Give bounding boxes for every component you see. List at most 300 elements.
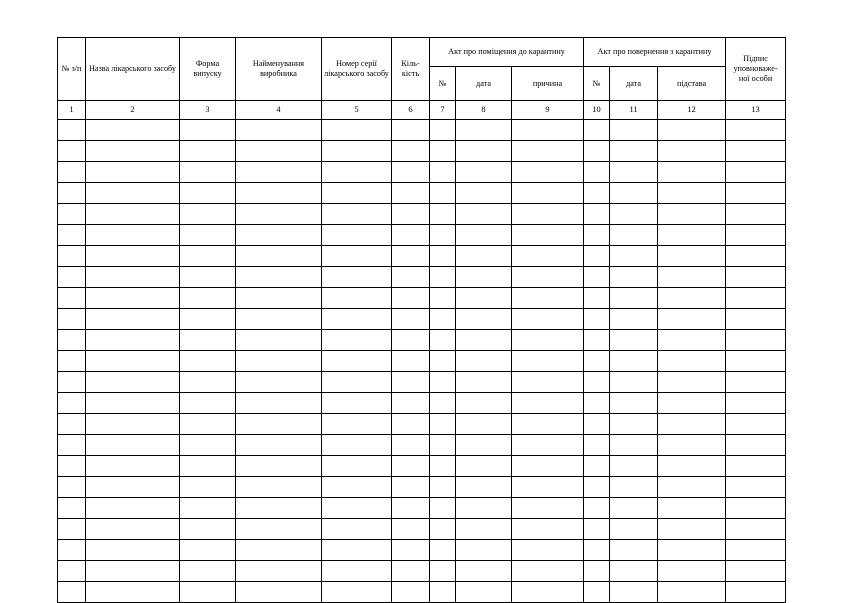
table-cell-empty[interactable] bbox=[86, 267, 180, 288]
table-cell-empty[interactable] bbox=[456, 162, 512, 183]
table-row[interactable] bbox=[58, 330, 786, 351]
table-cell-empty[interactable] bbox=[236, 477, 322, 498]
table-cell-empty[interactable] bbox=[512, 288, 584, 309]
table-row[interactable] bbox=[58, 141, 786, 162]
table-cell-empty[interactable] bbox=[392, 393, 430, 414]
table-cell-empty[interactable] bbox=[610, 330, 658, 351]
table-cell-empty[interactable] bbox=[456, 561, 512, 582]
table-cell-empty[interactable] bbox=[610, 561, 658, 582]
table-cell-empty[interactable] bbox=[584, 435, 610, 456]
table-cell-empty[interactable] bbox=[610, 540, 658, 561]
table-row[interactable] bbox=[58, 183, 786, 204]
table-cell-empty[interactable] bbox=[430, 393, 456, 414]
table-cell-empty[interactable] bbox=[512, 246, 584, 267]
table-cell-empty[interactable] bbox=[512, 141, 584, 162]
table-cell-empty[interactable] bbox=[456, 498, 512, 519]
table-cell-empty[interactable] bbox=[584, 183, 610, 204]
table-cell-empty[interactable] bbox=[180, 204, 236, 225]
table-cell-empty[interactable] bbox=[392, 267, 430, 288]
table-cell-empty[interactable] bbox=[456, 477, 512, 498]
table-cell-empty[interactable] bbox=[58, 519, 86, 540]
table-cell-empty[interactable] bbox=[584, 225, 610, 246]
table-cell-empty[interactable] bbox=[658, 351, 726, 372]
table-cell-empty[interactable] bbox=[658, 519, 726, 540]
table-row[interactable] bbox=[58, 561, 786, 582]
table-cell-empty[interactable] bbox=[180, 414, 236, 435]
table-cell-empty[interactable] bbox=[322, 561, 392, 582]
table-cell-empty[interactable] bbox=[236, 414, 322, 435]
table-cell-empty[interactable] bbox=[86, 435, 180, 456]
table-cell-empty[interactable] bbox=[58, 309, 86, 330]
table-cell-empty[interactable] bbox=[180, 120, 236, 141]
table-cell-empty[interactable] bbox=[180, 393, 236, 414]
table-cell-empty[interactable] bbox=[610, 267, 658, 288]
table-cell-empty[interactable] bbox=[726, 309, 786, 330]
table-cell-empty[interactable] bbox=[726, 330, 786, 351]
table-cell-empty[interactable] bbox=[456, 246, 512, 267]
table-cell-empty[interactable] bbox=[322, 456, 392, 477]
table-cell-empty[interactable] bbox=[58, 204, 86, 225]
table-cell-empty[interactable] bbox=[322, 519, 392, 540]
table-cell-empty[interactable] bbox=[392, 435, 430, 456]
table-cell-empty[interactable] bbox=[322, 372, 392, 393]
table-cell-empty[interactable] bbox=[392, 351, 430, 372]
table-cell-empty[interactable] bbox=[180, 330, 236, 351]
table-row[interactable] bbox=[58, 309, 786, 330]
table-cell-empty[interactable] bbox=[86, 204, 180, 225]
table-cell-empty[interactable] bbox=[456, 267, 512, 288]
table-cell-empty[interactable] bbox=[512, 351, 584, 372]
table-cell-empty[interactable] bbox=[322, 330, 392, 351]
table-cell-empty[interactable] bbox=[236, 120, 322, 141]
table-cell-empty[interactable] bbox=[658, 183, 726, 204]
table-row[interactable] bbox=[58, 372, 786, 393]
table-cell-empty[interactable] bbox=[456, 540, 512, 561]
table-cell-empty[interactable] bbox=[322, 204, 392, 225]
table-cell-empty[interactable] bbox=[456, 582, 512, 603]
table-cell-empty[interactable] bbox=[180, 351, 236, 372]
table-cell-empty[interactable] bbox=[658, 288, 726, 309]
table-cell-empty[interactable] bbox=[236, 456, 322, 477]
table-cell-empty[interactable] bbox=[430, 204, 456, 225]
table-cell-empty[interactable] bbox=[658, 393, 726, 414]
table-cell-empty[interactable] bbox=[430, 141, 456, 162]
table-cell-empty[interactable] bbox=[456, 456, 512, 477]
table-cell-empty[interactable] bbox=[180, 162, 236, 183]
table-cell-empty[interactable] bbox=[726, 183, 786, 204]
table-cell-empty[interactable] bbox=[86, 540, 180, 561]
table-cell-empty[interactable] bbox=[584, 456, 610, 477]
table-cell-empty[interactable] bbox=[726, 351, 786, 372]
table-cell-empty[interactable] bbox=[584, 162, 610, 183]
table-cell-empty[interactable] bbox=[430, 414, 456, 435]
table-cell-empty[interactable] bbox=[392, 456, 430, 477]
table-cell-empty[interactable] bbox=[430, 246, 456, 267]
table-cell-empty[interactable] bbox=[658, 372, 726, 393]
table-cell-empty[interactable] bbox=[658, 120, 726, 141]
table-cell-empty[interactable] bbox=[610, 120, 658, 141]
table-cell-empty[interactable] bbox=[180, 267, 236, 288]
table-cell-empty[interactable] bbox=[236, 561, 322, 582]
table-cell-empty[interactable] bbox=[512, 120, 584, 141]
table-cell-empty[interactable] bbox=[584, 561, 610, 582]
table-cell-empty[interactable] bbox=[86, 414, 180, 435]
table-cell-empty[interactable] bbox=[456, 141, 512, 162]
table-cell-empty[interactable] bbox=[180, 498, 236, 519]
table-cell-empty[interactable] bbox=[726, 435, 786, 456]
table-cell-empty[interactable] bbox=[726, 141, 786, 162]
table-cell-empty[interactable] bbox=[322, 477, 392, 498]
table-cell-empty[interactable] bbox=[610, 435, 658, 456]
table-cell-empty[interactable] bbox=[322, 582, 392, 603]
table-cell-empty[interactable] bbox=[658, 309, 726, 330]
table-cell-empty[interactable] bbox=[86, 582, 180, 603]
table-cell-empty[interactable] bbox=[584, 351, 610, 372]
table-cell-empty[interactable] bbox=[430, 456, 456, 477]
table-cell-empty[interactable] bbox=[584, 477, 610, 498]
table-cell-empty[interactable] bbox=[456, 414, 512, 435]
table-row[interactable] bbox=[58, 225, 786, 246]
table-cell-empty[interactable] bbox=[180, 141, 236, 162]
table-cell-empty[interactable] bbox=[726, 393, 786, 414]
table-cell-empty[interactable] bbox=[584, 540, 610, 561]
table-cell-empty[interactable] bbox=[610, 582, 658, 603]
table-cell-empty[interactable] bbox=[430, 183, 456, 204]
table-cell-empty[interactable] bbox=[726, 267, 786, 288]
table-cell-empty[interactable] bbox=[456, 372, 512, 393]
table-cell-empty[interactable] bbox=[610, 519, 658, 540]
table-cell-empty[interactable] bbox=[584, 582, 610, 603]
table-cell-empty[interactable] bbox=[430, 162, 456, 183]
table-cell-empty[interactable] bbox=[512, 204, 584, 225]
table-cell-empty[interactable] bbox=[512, 393, 584, 414]
table-cell-empty[interactable] bbox=[610, 246, 658, 267]
table-cell-empty[interactable] bbox=[726, 519, 786, 540]
table-cell-empty[interactable] bbox=[86, 309, 180, 330]
table-cell-empty[interactable] bbox=[512, 372, 584, 393]
table-cell-empty[interactable] bbox=[322, 351, 392, 372]
table-cell-empty[interactable] bbox=[726, 246, 786, 267]
table-cell-empty[interactable] bbox=[392, 582, 430, 603]
table-cell-empty[interactable] bbox=[726, 162, 786, 183]
table-cell-empty[interactable] bbox=[86, 372, 180, 393]
table-cell-empty[interactable] bbox=[430, 267, 456, 288]
table-cell-empty[interactable] bbox=[58, 561, 86, 582]
table-cell-empty[interactable] bbox=[512, 456, 584, 477]
table-cell-empty[interactable] bbox=[430, 288, 456, 309]
table-cell-empty[interactable] bbox=[86, 393, 180, 414]
table-cell-empty[interactable] bbox=[180, 540, 236, 561]
table-cell-empty[interactable] bbox=[322, 540, 392, 561]
table-cell-empty[interactable] bbox=[322, 162, 392, 183]
table-cell-empty[interactable] bbox=[236, 351, 322, 372]
table-cell-empty[interactable] bbox=[726, 204, 786, 225]
table-cell-empty[interactable] bbox=[456, 309, 512, 330]
table-cell-empty[interactable] bbox=[236, 330, 322, 351]
table-cell-empty[interactable] bbox=[86, 456, 180, 477]
table-cell-empty[interactable] bbox=[392, 204, 430, 225]
table-cell-empty[interactable] bbox=[610, 162, 658, 183]
table-row[interactable] bbox=[58, 288, 786, 309]
table-cell-empty[interactable] bbox=[236, 246, 322, 267]
table-cell-empty[interactable] bbox=[584, 393, 610, 414]
table-cell-empty[interactable] bbox=[392, 540, 430, 561]
table-cell-empty[interactable] bbox=[180, 456, 236, 477]
table-cell-empty[interactable] bbox=[392, 309, 430, 330]
table-cell-empty[interactable] bbox=[584, 414, 610, 435]
table-cell-empty[interactable] bbox=[610, 477, 658, 498]
table-cell-empty[interactable] bbox=[322, 267, 392, 288]
table-cell-empty[interactable] bbox=[610, 351, 658, 372]
table-cell-empty[interactable] bbox=[658, 456, 726, 477]
table-cell-empty[interactable] bbox=[430, 435, 456, 456]
table-cell-empty[interactable] bbox=[512, 540, 584, 561]
table-cell-empty[interactable] bbox=[658, 414, 726, 435]
table-cell-empty[interactable] bbox=[726, 288, 786, 309]
table-cell-empty[interactable] bbox=[512, 414, 584, 435]
table-cell-empty[interactable] bbox=[726, 120, 786, 141]
table-cell-empty[interactable] bbox=[456, 288, 512, 309]
table-cell-empty[interactable] bbox=[236, 267, 322, 288]
table-row[interactable] bbox=[58, 120, 786, 141]
table-cell-empty[interactable] bbox=[58, 372, 86, 393]
table-row[interactable] bbox=[58, 498, 786, 519]
table-cell-empty[interactable] bbox=[610, 183, 658, 204]
table-cell-empty[interactable] bbox=[456, 330, 512, 351]
table-cell-empty[interactable] bbox=[610, 372, 658, 393]
table-cell-empty[interactable] bbox=[180, 246, 236, 267]
table-cell-empty[interactable] bbox=[58, 267, 86, 288]
table-cell-empty[interactable] bbox=[584, 120, 610, 141]
table-cell-empty[interactable] bbox=[58, 351, 86, 372]
table-cell-empty[interactable] bbox=[658, 267, 726, 288]
table-cell-empty[interactable] bbox=[658, 246, 726, 267]
table-cell-empty[interactable] bbox=[322, 141, 392, 162]
table-cell-empty[interactable] bbox=[58, 120, 86, 141]
table-cell-empty[interactable] bbox=[726, 477, 786, 498]
table-cell-empty[interactable] bbox=[584, 309, 610, 330]
table-cell-empty[interactable] bbox=[584, 372, 610, 393]
table-cell-empty[interactable] bbox=[658, 477, 726, 498]
table-cell-empty[interactable] bbox=[58, 582, 86, 603]
table-cell-empty[interactable] bbox=[180, 225, 236, 246]
table-cell-empty[interactable] bbox=[180, 519, 236, 540]
table-cell-empty[interactable] bbox=[86, 162, 180, 183]
table-cell-empty[interactable] bbox=[236, 372, 322, 393]
table-cell-empty[interactable] bbox=[236, 582, 322, 603]
table-cell-empty[interactable] bbox=[58, 540, 86, 561]
table-cell-empty[interactable] bbox=[392, 414, 430, 435]
table-cell-empty[interactable] bbox=[86, 498, 180, 519]
table-cell-empty[interactable] bbox=[180, 582, 236, 603]
table-cell-empty[interactable] bbox=[456, 204, 512, 225]
table-cell-empty[interactable] bbox=[512, 477, 584, 498]
table-cell-empty[interactable] bbox=[584, 330, 610, 351]
table-cell-empty[interactable] bbox=[456, 393, 512, 414]
table-cell-empty[interactable] bbox=[58, 246, 86, 267]
table-row[interactable] bbox=[58, 162, 786, 183]
table-cell-empty[interactable] bbox=[236, 183, 322, 204]
table-cell-empty[interactable] bbox=[86, 477, 180, 498]
table-cell-empty[interactable] bbox=[430, 225, 456, 246]
table-cell-empty[interactable] bbox=[86, 330, 180, 351]
table-cell-empty[interactable] bbox=[456, 351, 512, 372]
table-cell-empty[interactable] bbox=[430, 561, 456, 582]
table-cell-empty[interactable] bbox=[236, 435, 322, 456]
table-cell-empty[interactable] bbox=[180, 183, 236, 204]
table-cell-empty[interactable] bbox=[180, 477, 236, 498]
table-cell-empty[interactable] bbox=[610, 498, 658, 519]
table-cell-empty[interactable] bbox=[58, 477, 86, 498]
table-row[interactable] bbox=[58, 267, 786, 288]
table-cell-empty[interactable] bbox=[236, 141, 322, 162]
table-cell-empty[interactable] bbox=[584, 246, 610, 267]
table-cell-empty[interactable] bbox=[392, 162, 430, 183]
table-cell-empty[interactable] bbox=[392, 477, 430, 498]
table-cell-empty[interactable] bbox=[392, 120, 430, 141]
table-cell-empty[interactable] bbox=[658, 162, 726, 183]
table-cell-empty[interactable] bbox=[430, 540, 456, 561]
table-cell-empty[interactable] bbox=[58, 330, 86, 351]
table-cell-empty[interactable] bbox=[322, 120, 392, 141]
table-cell-empty[interactable] bbox=[456, 120, 512, 141]
table-cell-empty[interactable] bbox=[512, 309, 584, 330]
table-cell-empty[interactable] bbox=[392, 183, 430, 204]
table-cell-empty[interactable] bbox=[456, 183, 512, 204]
table-cell-empty[interactable] bbox=[430, 519, 456, 540]
table-cell-empty[interactable] bbox=[58, 225, 86, 246]
table-row[interactable] bbox=[58, 351, 786, 372]
table-cell-empty[interactable] bbox=[322, 246, 392, 267]
table-cell-empty[interactable] bbox=[430, 351, 456, 372]
table-cell-empty[interactable] bbox=[512, 582, 584, 603]
table-cell-empty[interactable] bbox=[58, 414, 86, 435]
table-cell-empty[interactable] bbox=[430, 477, 456, 498]
table-cell-empty[interactable] bbox=[86, 351, 180, 372]
table-cell-empty[interactable] bbox=[456, 519, 512, 540]
table-cell-empty[interactable] bbox=[430, 330, 456, 351]
table-cell-empty[interactable] bbox=[322, 393, 392, 414]
table-cell-empty[interactable] bbox=[322, 498, 392, 519]
table-cell-empty[interactable] bbox=[584, 141, 610, 162]
table-cell-empty[interactable] bbox=[610, 456, 658, 477]
table-cell-empty[interactable] bbox=[610, 204, 658, 225]
table-cell-empty[interactable] bbox=[392, 372, 430, 393]
table-cell-empty[interactable] bbox=[180, 561, 236, 582]
table-cell-empty[interactable] bbox=[610, 288, 658, 309]
table-cell-empty[interactable] bbox=[456, 435, 512, 456]
table-cell-empty[interactable] bbox=[658, 582, 726, 603]
table-cell-empty[interactable] bbox=[392, 225, 430, 246]
table-row[interactable] bbox=[58, 393, 786, 414]
table-cell-empty[interactable] bbox=[726, 582, 786, 603]
table-cell-empty[interactable] bbox=[392, 519, 430, 540]
table-row[interactable] bbox=[58, 540, 786, 561]
table-cell-empty[interactable] bbox=[726, 456, 786, 477]
table-row[interactable] bbox=[58, 414, 786, 435]
table-cell-empty[interactable] bbox=[430, 309, 456, 330]
table-row[interactable] bbox=[58, 582, 786, 603]
table-cell-empty[interactable] bbox=[726, 225, 786, 246]
table-cell-empty[interactable] bbox=[392, 498, 430, 519]
table-cell-empty[interactable] bbox=[512, 162, 584, 183]
table-cell-empty[interactable] bbox=[86, 288, 180, 309]
table-cell-empty[interactable] bbox=[610, 309, 658, 330]
table-cell-empty[interactable] bbox=[584, 204, 610, 225]
table-cell-empty[interactable] bbox=[658, 330, 726, 351]
table-cell-empty[interactable] bbox=[392, 246, 430, 267]
table-cell-empty[interactable] bbox=[236, 498, 322, 519]
table-cell-empty[interactable] bbox=[392, 330, 430, 351]
table-cell-empty[interactable] bbox=[610, 225, 658, 246]
table-cell-empty[interactable] bbox=[322, 288, 392, 309]
table-row[interactable] bbox=[58, 204, 786, 225]
table-cell-empty[interactable] bbox=[658, 561, 726, 582]
table-cell-empty[interactable] bbox=[430, 120, 456, 141]
table-cell-empty[interactable] bbox=[726, 414, 786, 435]
table-row[interactable] bbox=[58, 477, 786, 498]
table-cell-empty[interactable] bbox=[658, 435, 726, 456]
table-cell-empty[interactable] bbox=[58, 183, 86, 204]
table-cell-empty[interactable] bbox=[456, 225, 512, 246]
table-cell-empty[interactable] bbox=[512, 435, 584, 456]
table-cell-empty[interactable] bbox=[512, 561, 584, 582]
table-cell-empty[interactable] bbox=[86, 120, 180, 141]
table-cell-empty[interactable] bbox=[726, 498, 786, 519]
table-cell-empty[interactable] bbox=[726, 561, 786, 582]
table-cell-empty[interactable] bbox=[86, 141, 180, 162]
table-cell-empty[interactable] bbox=[512, 519, 584, 540]
table-cell-empty[interactable] bbox=[658, 498, 726, 519]
table-cell-empty[interactable] bbox=[180, 288, 236, 309]
table-cell-empty[interactable] bbox=[512, 498, 584, 519]
table-cell-empty[interactable] bbox=[58, 456, 86, 477]
table-cell-empty[interactable] bbox=[236, 393, 322, 414]
table-cell-empty[interactable] bbox=[86, 183, 180, 204]
table-cell-empty[interactable] bbox=[392, 141, 430, 162]
table-cell-empty[interactable] bbox=[430, 372, 456, 393]
table-cell-empty[interactable] bbox=[610, 414, 658, 435]
table-cell-empty[interactable] bbox=[584, 288, 610, 309]
table-cell-empty[interactable] bbox=[86, 246, 180, 267]
table-cell-empty[interactable] bbox=[58, 288, 86, 309]
table-row[interactable] bbox=[58, 246, 786, 267]
table-cell-empty[interactable] bbox=[236, 225, 322, 246]
table-cell-empty[interactable] bbox=[236, 204, 322, 225]
table-cell-empty[interactable] bbox=[58, 393, 86, 414]
table-cell-empty[interactable] bbox=[392, 288, 430, 309]
table-cell-empty[interactable] bbox=[180, 372, 236, 393]
table-cell-empty[interactable] bbox=[658, 540, 726, 561]
table-cell-empty[interactable] bbox=[512, 330, 584, 351]
table-cell-empty[interactable] bbox=[236, 162, 322, 183]
table-row[interactable] bbox=[58, 456, 786, 477]
table-cell-empty[interactable] bbox=[584, 267, 610, 288]
table-cell-empty[interactable] bbox=[58, 162, 86, 183]
table-cell-empty[interactable] bbox=[584, 498, 610, 519]
table-cell-empty[interactable] bbox=[58, 435, 86, 456]
table-cell-empty[interactable] bbox=[322, 414, 392, 435]
table-cell-empty[interactable] bbox=[726, 540, 786, 561]
table-cell-empty[interactable] bbox=[86, 561, 180, 582]
table-cell-empty[interactable] bbox=[322, 183, 392, 204]
table-cell-empty[interactable] bbox=[58, 498, 86, 519]
table-cell-empty[interactable] bbox=[430, 582, 456, 603]
table-cell-empty[interactable] bbox=[236, 309, 322, 330]
table-cell-empty[interactable] bbox=[86, 225, 180, 246]
table-cell-empty[interactable] bbox=[610, 141, 658, 162]
table-cell-empty[interactable] bbox=[180, 435, 236, 456]
